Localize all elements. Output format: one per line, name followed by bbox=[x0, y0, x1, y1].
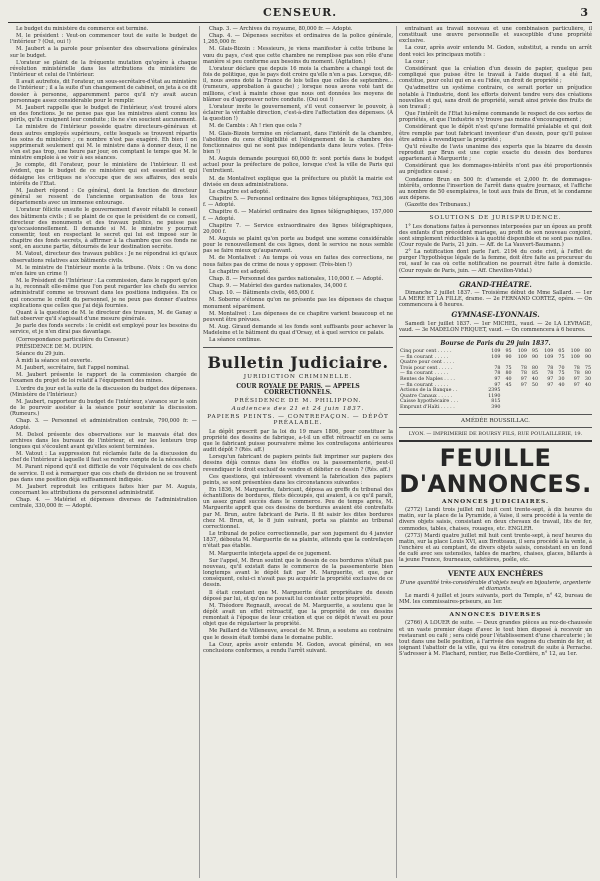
theatre-program: Dimanche 2 juillet 1837. — Troisième début de Mme Sallard. — 1er LA MERE ET LA FILLE, drame. — 2e FERNAND CORTEZ, opéra. — On commencera à 6 heures. bbox=[399, 289, 592, 309]
article-paragraph: Considérant que le dépôt n'est qu'une formalité préalable et qui doit être remplie par tout fabricant inventeur d'un dessin, pour qu'il puisse être admis à revendiquer la propriété ; bbox=[399, 124, 592, 143]
article-paragraph: M. Jaubert répond : Ce général, dont la fonction de directeur général se ressent de l'ancienne organisation de tous les départements avec un immense entourage. bbox=[10, 187, 197, 207]
bourse-value: 97 bbox=[573, 377, 580, 382]
diverses-title: ANNONCES DIVERSES bbox=[449, 612, 542, 619]
article-paragraph: M. Auguis demande pourquoi 60,000 fr. sont portés dans le budget actuel pour la préfecture de police, lorsque c'est la ville de Paris qui l'entretient. bbox=[203, 156, 393, 175]
article-paragraph: M. le Président de l'Intérieur : La commission, dans le rapport qu'on a lu, reconnaît elle-même que l'on peut regarder les chefs du service administratif comme se trouvant dans les positions indiquées. En ce qui concerne le crédit du personnel, je ne peux pas donner d'autres explications que celles que j'ai déjà fournies. bbox=[10, 278, 197, 309]
case-paragraph: M. Théodore Regnault, avocat de M. Marguerite, a soutenu que le dépôt avait un effet rétroactif, que la propriété de ces dessins remontait à l'époque de leur création et que ce dépôt n'avait eu pour objet que de régulariser la propriété. bbox=[203, 602, 393, 628]
feuille-title: FEUILLE D'ANNONCES. bbox=[399, 443, 592, 498]
bourse-value: 30 bbox=[558, 377, 565, 382]
section-rule bbox=[399, 427, 592, 428]
bourse-value: 97 bbox=[573, 382, 580, 388]
article-paragraph: M. Jaubert, secrétaire, fait l'appel nominal. bbox=[16, 365, 130, 372]
article-paragraph: M. Auguis se plaint qu'on porte au budget une somme considérable pour le renouvellement de ces lignes, dont le service ne nous semble pas se faire mieux qu'auparavant. bbox=[203, 236, 393, 255]
bourse-title: Bourse de Paris du 29 juin 1837. bbox=[440, 339, 551, 347]
bourse-value: 80 bbox=[584, 349, 591, 355]
section-rule bbox=[399, 336, 592, 337]
column-2 bbox=[203, 26, 393, 878]
bourse-value: 40 bbox=[531, 377, 539, 382]
case-paragraph: Me Paillard de Villeneuve, avocat de M. Brun, a soutenu au contraire que le dessin était tombé dans le domaine public. bbox=[203, 628, 393, 641]
bourse-row bbox=[399, 377, 592, 383]
imprimerie-line: LYON. — IMPRIMERIE DE BOURSY FILS, RUE POULAILLERIE, 19. bbox=[408, 430, 583, 437]
case-title: PAPIERS PEINTS. — CONTREFAÇON. — DÉPÔT PRÉALABLE. bbox=[207, 414, 389, 427]
bourse-row bbox=[399, 405, 592, 411]
article-paragraph: L'orateur déclare que depuis 16 mois la chambre a changé tout de fois de politique, que le pays doit croire qu'elle n'en a pas. Lorsque, dit-il, nous avons doté la France de lois telles que celles de septembre... (rumeurs, approbation à gauche) ; lorsque nous avons voté tant de millions, c'est à mainte chose que nous ont données les moyens de blâmer ou d'approuver notre conduite. (Oui oui !) bbox=[203, 65, 393, 103]
article-paragraph: M. Delsol présente des observations sur le mauvais état des archives dans les bureaux de l'intérieur, et sur les lenteurs trop longues qui s'écoulent avant qu'elles soient terminées. bbox=[10, 431, 197, 450]
bourse-value bbox=[528, 405, 539, 411]
bourse-value: 390 bbox=[491, 404, 501, 410]
page-number: 3 bbox=[580, 6, 588, 19]
article-paragraph: L'ordre du jour est la suite de la discussion du budget des dépenses. (Ministère de l'Intérieur.) bbox=[10, 385, 197, 398]
bourse-value: 78 bbox=[520, 371, 527, 377]
article-paragraph: L'orateur invite le gouvernement, s'il veut conserver le pouvoir, à éclairer la véritable direction, c'est-à-dire l'affectation des dépenses. (À la question !) bbox=[203, 103, 393, 123]
article-paragraph: (Gazette des Tribunaux.) bbox=[405, 202, 471, 209]
bourse-label: Rentes de Naples . . . . bbox=[400, 377, 455, 382]
article-paragraph: M. Jaubert a la parole pour présenter des observations générales sur le budget. bbox=[10, 46, 197, 59]
bourse-label: Cinq pour cent . . . . . bbox=[400, 349, 452, 355]
case-paragraph: Il était constant que M. Marguerite était propriétaire du dessin déposé par lui, et qu'on ne pouvait lui contester cette propriété. bbox=[203, 589, 393, 602]
jurisprudence-paragraph: 1° Les donations faites à personnes interposées par un époux au profit des enfants d'un précédent mariage, au profit de son nouveau conjoint, sont simplement réductibles à la quotité disponible et ne sont pas nulles. (Cour royale de Paris, 21 juin. — Aff. de La Vauvert-Baumann.) bbox=[399, 223, 592, 248]
article-paragraph: Séance du 29 juin. bbox=[16, 350, 65, 357]
case-paragraph: Le tribunal de police correctionnelle, par son jugement du 4 janvier 1837, débouta M. Marguerite de sa plainte, attendu que la contrefaçon n'était pas établie. bbox=[203, 531, 393, 550]
bourse-value: 50 bbox=[531, 382, 539, 388]
bourse-value: 95 bbox=[505, 349, 512, 355]
case-paragraph: Sur l'appel, M. Brun soutint que le dessin de ces bordures n'était pas nouveau, qu'il existait dans le commerce de la passementerie bien longtemps avant le dépôt fait par M. Marguerite, et que, par conséquent, celui-ci n'avait pas pu acquérir la propriété exclusive de ce dessin. bbox=[203, 557, 393, 589]
bourse-value: 109 bbox=[491, 354, 501, 360]
article-paragraph: Qu'admettre un système contraire, ce serait porter un préjudice notable à l'industrie, dont les efforts doivent tendre vers des créations nouvelles et qui, sans droit de propriété, serait ainsi privée des fruits de son travail ; bbox=[399, 85, 592, 110]
bourse-value: 75 bbox=[558, 354, 565, 360]
article-paragraph: La séance continue. bbox=[209, 337, 262, 344]
article-paragraph: PRÉSIDENCE DE M. DUPIN. bbox=[16, 343, 93, 350]
column-1-paragraphs bbox=[10, 26, 197, 510]
annonce-item: (2773) Mardi quatre juillet mil huit cent trente-sept, à neuf heures du matin, sur la place Louis XVI, aux Brotteaux, il sera procédé à la vente, à l'enchère et au comptant, de divers objets saisis, consistant en un fond de café avec ses ustensiles, tables de marbre, chaises, glaces, billards à la jeune France, fourneaux, cafetières, poêle, etc. bbox=[399, 532, 592, 564]
bourse-value: 109 bbox=[517, 354, 527, 360]
bourse-value: 109 bbox=[491, 349, 501, 355]
article-paragraph: Chap. 8. — Personnel des gardes nationales, 110,000 f. — Adopté. bbox=[209, 275, 384, 282]
bourse-value: 40 bbox=[558, 382, 565, 388]
bourse-value: 70 bbox=[558, 365, 565, 371]
article-paragraph: M. Aug. Giraud demande si les fonds sont suffisants pour achever la Madeleine et le bâtiment du quai d'Orsay, et à quel service ce palais. bbox=[203, 324, 393, 337]
bourse-label: Trois pour cent . . . . . bbox=[400, 365, 453, 371]
vente-text: D'une quantité très-considérable d'objets neufs en bijouterie, argenterie et diamants. bbox=[400, 579, 591, 592]
jurisprudence-paragraph: 2° La notification dont parle l'art. 2194 du code civil, à l'effet de purger l'hypothèque légale de la femme, doit être faite au procureur du roi, sauf le cas où cette notification ne pourrait être faite à domicile. (Cour royale de Paris, juin. — Aff. Chevillon-Vidal.) bbox=[399, 249, 592, 274]
bourse-value: 815 bbox=[491, 399, 501, 405]
article-paragraph: M. de Montalivet explique que la préfecture ou plutôt la mairie est divisée en deux administrations. bbox=[203, 175, 393, 188]
article-paragraph: M. Jaubert rappelle que le budget de l'intérieur, s'est trouvé alors en des fonctions. Je ne pense pas que les ministres aient connu les périls, qu'ils craignent leur conduite ; ils ne s'en soucient aucunement. bbox=[10, 104, 197, 124]
jurisprudence-paragraphs bbox=[399, 224, 592, 274]
article-paragraph: Considérant que la création d'un dessin de papier, quelque peu compliqué que puisse être le travail à l'aide duquel il a été fait, constitue, pour celui qui en a eu l'idée, un droit de propriété ; bbox=[399, 65, 592, 85]
bourse-value: 109 bbox=[544, 349, 554, 355]
bourse-value: 97 bbox=[494, 382, 501, 388]
article-paragraph: Chap. 10. — Bâtiments civils, 465,000 f. bbox=[209, 290, 315, 297]
bourse-value bbox=[501, 405, 512, 411]
bourse-value bbox=[513, 405, 528, 411]
bulletin-subtitle: JURIDICTION CRIMINELLE. bbox=[243, 373, 353, 380]
article-paragraph: L'orateur se plaint de la fréquente mutation qu'opère à chaque révolution ministérielle dans les attributions du ministère de l'intérieur et celui de l'intérieur. bbox=[10, 59, 197, 79]
article-paragraph: La cour ; bbox=[405, 58, 429, 65]
bourse-value: 78 bbox=[547, 365, 554, 371]
column-divider bbox=[199, 26, 200, 878]
article-paragraph: M. Glais-Bizoin termine en réclamant, dans l'intérêt de la chambre, l'abolition du cens d'éligibilité et l'éloignement de la chambre des fonctionnaires qui ne sont pas indépendants dans leurs votes. (Très-bien !) bbox=[203, 130, 393, 155]
bourse-value: 45 bbox=[505, 382, 512, 388]
section-rule bbox=[399, 414, 592, 415]
case-paragraph: M. Marguerite interjeta appel de ce jugement. bbox=[209, 550, 332, 557]
case-paragraph: Ces questions, qui intéressent vivement la fabrication des papiers peints, se sont présentées dans les circonstances suivantes : bbox=[203, 473, 393, 486]
annonce-item: (2772) Lundi trois juillet mil huit cent trente-sept, à dix heures du matin, sur la place de la Pyramide, à Vaise, il sera procédé à la vente de divers objets saisis, consistant en deux chevaux de travail, lits de fer, commodes, tables, chaises, rouages, etc. ENGLER. bbox=[399, 507, 592, 532]
bourse-value bbox=[566, 405, 581, 411]
article-paragraph: Considérant que les dommages-intérêts n'ont pas été proportionnés au préjudice causé ; bbox=[399, 163, 592, 176]
section-rule bbox=[399, 440, 592, 442]
article-paragraph: À midi la séance est ouverte. bbox=[16, 357, 93, 364]
bourse-value: 90 bbox=[505, 354, 512, 360]
court-presidence: PRÉSIDENCE DE M. PHILIPPON. bbox=[234, 397, 362, 404]
article-paragraph: Chap. 3. — Personnel et administration centrale, 790,000 fr. — Adopté. bbox=[10, 418, 197, 431]
bourse-value bbox=[554, 405, 565, 411]
article-paragraph: Je compte, dit l'orateur, pour le ministère de l'intérieur. Il est évident, que le budget de ce ministère qui est essentiel et qui dédaigne les critiques ne s'occupe que de ses affaires, des seuls intérêts de l'Etat. bbox=[10, 162, 197, 187]
article-paragraph: Quant à la question de M. le directeur des travaux, M. de Ganay a fait observer qu'il s'agissait d'une mesure générale. bbox=[10, 309, 197, 323]
bourse-label: Caisse hypothécaire . . . bbox=[400, 399, 459, 405]
article-paragraph: Chapitre 7. — Service extraordinaire des lignes télégraphiques, 20,000 f. bbox=[203, 222, 393, 235]
court-title: COUR ROYALE DE PARIS. — APPELS CORRECTIONNELS. bbox=[236, 382, 360, 396]
bourse-value: 78 bbox=[520, 365, 527, 371]
article-paragraph: Chap. 4. — Dépenses secrètes et ordinaires de la police générale, 1,265,000 fr. bbox=[203, 33, 393, 46]
bourse-value: 2395 bbox=[488, 388, 501, 394]
article-paragraph: La cour, après avoir entendu M. Godon, substitut, a rendu un arrêt dont voici les principaux motifs : bbox=[399, 45, 592, 58]
bourse-value: 05 bbox=[558, 349, 565, 355]
article-paragraph: Le budget du ministère du commerce est terminé. bbox=[16, 26, 149, 32]
bourse-value: 78 bbox=[573, 365, 580, 371]
bourse-value: 109 bbox=[517, 349, 527, 355]
bourse-value: 75 bbox=[584, 365, 591, 371]
column-3 bbox=[399, 26, 592, 878]
vente-title: VENTE AUX ENCHÈRES bbox=[447, 569, 543, 579]
article-paragraph: Le ministre de l'intérieur possède quatre directeurs-généraux et deux autres employés supérieurs, cette lesquels se trouvent répartis les soins du ministère ; ce nombre n'est pas exagéré. Eh bien ! on supprimerait seulement qui M. le ministre dans à donner deux, il ne s'en est pas trop, une heure par jour, on comptant le temps que M. le ministre emploie à se voir à ses séances. bbox=[10, 124, 197, 162]
article-paragraph: (Correspondance particulière du Censeur.) bbox=[16, 336, 129, 343]
case-paragraphs bbox=[203, 429, 393, 654]
bourse-label: Quatre Canaux . . . . . bbox=[400, 393, 452, 399]
article-paragraph: Que l'intérêt de l'Etat lui-même commande le respect de ces sortes de propriétés, et que l'industrie n'y trouve pas moins d'encouragement ; bbox=[399, 111, 592, 124]
article-paragraph: M. Soberne s'étonne qu'on ne présente pas les dépenses de chaque monument séparément. bbox=[203, 297, 393, 310]
article-paragraph: Chap. 9. — Matériel des gardes nationales, 34,000 f. bbox=[209, 283, 348, 290]
article-paragraph: M. le ministre de l'intérieur monte à la tribune. (Voix : On va donc m'en faire un crime !) bbox=[10, 264, 197, 277]
bourse-value: 97 bbox=[494, 377, 501, 382]
article-paragraph: M. Jaubert, rapporteur du budget de l'intérieur, s'avance sur le soin de le pourvoir assister à la séance pour soutenir la discussion. (Rumeurs.) bbox=[10, 398, 197, 418]
bourse-value: 80 bbox=[505, 371, 512, 377]
bourse-row bbox=[399, 349, 592, 355]
case-paragraph: En 1836, M. Marguerite, fabricant, déposa au greffe du tribunal des échantillons de bordures, filets découpés, qui avaient, à ce qu'il paraît, un assez grand succès dans le commerce. Peu de temps après, M. Marguerite apprit que ces dessins de bordures avaient été contrefaits par M. Brun, autre fabricant de Paris. Il fit saisir les dites bordures chez M. Brun, et, le 8 juin suivant, porta sa plainte au tribunal correctionnel. bbox=[203, 487, 393, 530]
bourse-value: 78 bbox=[494, 365, 501, 371]
bourse-value: 97 bbox=[520, 382, 527, 388]
page-header bbox=[0, 0, 600, 24]
theatre-title: GYMNASE-LYONNAIS. bbox=[451, 310, 540, 320]
vente-detail: Le mardi 4 juillet et jours suivants, port du Temple, n° 42, bureau de MM. les commissaires-priseurs, au 1er. bbox=[399, 592, 592, 606]
bourse-value: 1190 bbox=[488, 393, 501, 399]
article-paragraph: Chap. 4. — Matériel et dépenses diverses de l'administration centrale, 330,000 fr. — Adopté. bbox=[10, 497, 197, 510]
bourse-value bbox=[539, 405, 554, 411]
header-rule bbox=[8, 22, 592, 23]
article-paragraph: M. Jaubert présente le rapport de la commission chargée de l'examen du projet de loi relatif à l'équipement des mines. bbox=[10, 372, 197, 385]
article-paragraph: Chapitre 5. — Personnel ordinaire des lignes télégraphiques, 763,306 f. — Adopté. bbox=[203, 196, 393, 209]
theatre-program: Samedi 1er juillet 1837. — 1er MICHEL, vaud. — 2e LA LEVRAGE, vaud. — 3e MADELON FRIQUET, vaud. — On commencera à 6 heures. bbox=[399, 320, 592, 333]
annonces-list bbox=[399, 507, 592, 563]
column-2-paragraphs bbox=[203, 26, 393, 344]
bourse-value: 78 bbox=[573, 371, 580, 377]
bourse-table bbox=[399, 349, 592, 411]
article-paragraph: Qu'il résulte de l'avis unanime des experts que la bizarre du dessin reproduit par Brun est une copie exacte du dessin des bordures appartenant à Marguerite ; bbox=[399, 143, 592, 163]
bourse-value: 97 bbox=[547, 377, 554, 382]
bourse-value: 75 bbox=[558, 371, 565, 377]
article-paragraph: Le chapitre est adopté. bbox=[209, 268, 270, 275]
bourse-label: — fin courant . . . . . bbox=[400, 371, 449, 377]
section-rule bbox=[399, 566, 592, 567]
article-paragraph: M. Jaubert reproduit les critiques faites hier par M. Auguis, concernant les attributions du personnel administratif. bbox=[10, 483, 197, 497]
bourse-value: 75 bbox=[505, 365, 512, 371]
article-paragraph: Il avait autrefois, dit l'orateur, un sous-secrétaire-d'état au ministère de l'intérieur ; il a la suite d'un changement de cabinet, on jeta à ce dit dossier à personne, apparemment parce qu'il n'y avait aucun personnage assez considérable pour le remplir. bbox=[10, 79, 197, 104]
article-paragraph: M. Montalivet : Les dépenses de ce chapitre varient beaucoup et ne peuvent être prévues. bbox=[203, 310, 393, 323]
bourse-value: 80 bbox=[531, 365, 539, 371]
article-paragraph: Condamne Brun en 500 fr. d'amende et 2,000 fr. de dommages-intérêts, ordonne l'insertion de l'arrêt dans quatre journaux, et l'affiche au nombre de 50 exemplaires, le tout aux frais de Brun, et le condamne aux dépens. bbox=[399, 176, 592, 202]
article-paragraph: M. le président : Veut-on commencer tout de suite le budget de l'intérieur ? (Oui, oui !) bbox=[10, 33, 197, 46]
article-paragraph: M. Vatout, directeur des travaux publics : Je ne répondrai ici qu'aux observations relatives aux bâtiments civils. bbox=[10, 251, 197, 264]
bourse-label: Actions de la Banque . . bbox=[400, 388, 458, 394]
article-paragraph: Je parle des fonds secrets : le crédit est employé pour les besoins du service, et je n'en dirai pas davantage. bbox=[10, 323, 197, 336]
bourse-label: — fin courant . . . . . bbox=[400, 354, 449, 360]
bourse-value: 40 bbox=[584, 382, 591, 388]
article-paragraph: M. Vatout : La suppression fut réclamée faite de la discussion du chef de l'intérieur à laquelle il faut se rendre compte de la nécessité. bbox=[10, 451, 197, 464]
article-paragraph: Chapitre 6. — Matériel ordinaire des lignes télégraphiques, 157,000 f. — Adopté. bbox=[203, 209, 393, 222]
bourse-value: 109 bbox=[544, 354, 554, 360]
column-3-paragraphs bbox=[399, 26, 592, 208]
bourse-value: 97 bbox=[520, 377, 527, 382]
jurisprudence-title: SOLUTIONS DE JURISPRUDENCE. bbox=[429, 215, 562, 222]
annonces-subtitle: ANNONCES JUDICIAIRES. bbox=[442, 498, 549, 505]
section-rule bbox=[203, 347, 393, 348]
bourse-value: 90 bbox=[584, 354, 591, 360]
bourse-value: 109 bbox=[570, 349, 580, 355]
bourse-value bbox=[581, 405, 592, 411]
bourse-value: 97 bbox=[547, 382, 554, 388]
bulletin-title: Bulletin Judiciaire. bbox=[207, 352, 389, 372]
article-paragraph: M. Parant répond qu'il est difficile de voir l'équivalent de ces chefs de service. Il est à remarquer que ces chefs de division ne se trouvent pas dans une position déjà suffisamment indiquée. bbox=[10, 464, 197, 483]
article-paragraph: M. de Cambis : Ah ! rien que cela ? bbox=[209, 123, 302, 130]
court-dates: Audiences des 21 et 24 juin 1837. bbox=[231, 406, 365, 413]
column-1 bbox=[10, 26, 197, 878]
theatre-title: GRAND-THÉATRE. bbox=[459, 279, 532, 289]
bourse-value: 95 bbox=[531, 349, 539, 355]
bourse-value: 85 bbox=[531, 371, 539, 377]
bourse-value: 109 bbox=[570, 354, 580, 360]
bourse-value: 78 bbox=[494, 371, 501, 377]
article-paragraph: L'orateur félicite ensuite le gouvernement d'avoir rétabli le conseil des bâtiments civils ; il se plaint de ce que le président de ce conseil, directeur des monuments et des travaux publics, ne puisse pas qu'occasionnellement. Il demande si M. le ministre y pourrait consentir, tout en respectant le secret qui lui est imposé sur le chapitre des fonds secrets, à affirmer à la chambre que ces fonds ne sont, en aucune partie, détournés de leur destination secrète. bbox=[10, 207, 197, 251]
masthead: CENSEUR. bbox=[262, 6, 338, 19]
article-paragraph: M. Glais-Bizoin : Messieurs, je viens manifester à cette tribune le vœu du pays, c'est que cette chambre ne remplisse pas son rôle d'une manière si peu conforme aux besoins du moment. (Agitation.) bbox=[203, 46, 393, 65]
bourse-value: 80 bbox=[584, 371, 591, 377]
case-paragraph: Lorsqu'un fabricant de papiers peints fait imprimer sur papiers des dessins déjà connus dans les étoffes ou la passementerie, peut-il revendiquer le droit exclusif de vendre et débiter ce dessin ? (Rés. aff.) bbox=[203, 454, 393, 473]
article-paragraph: Le chapitre est adopté. bbox=[209, 188, 270, 195]
bourse-value: 78 bbox=[547, 371, 554, 377]
article-paragraph: Chap. 3. — Archives du royaume, 80,000 fr. — Adopté. bbox=[209, 26, 353, 32]
case-paragraph: La Cour, après avoir entendu M. Godon, avocat général, en ses conclusions conformes, a rendu l'arrêt suivant. bbox=[203, 641, 393, 654]
gerant-name: AMÉDÉE ROUSSILLAC. bbox=[461, 417, 530, 424]
bourse-label: Quatre pour cent . . . . bbox=[400, 360, 455, 366]
article-paragraph: M. de Montalivet : Au temps où vous en faites des corrections, ne nous faites pas de crime de nous y opposer. (Très-bien !) bbox=[203, 255, 393, 268]
bourse-label: — fin courant . . . . . bbox=[400, 382, 449, 388]
bourse-value: 40 bbox=[505, 377, 512, 382]
section-rule bbox=[399, 608, 592, 609]
bourse-value: 90 bbox=[531, 354, 539, 360]
bourse-value: 30 bbox=[584, 377, 591, 382]
section-rule bbox=[399, 277, 592, 278]
case-paragraph: Le dépôt prescrit par la loi du 19 mars 1806, pour constituer la propriété des dessins de fabrique, a-t-il un effet rétroactif en ce sens que le fabricant puisse poursuivre même les contrefaçons antérieures audit dépôt ? (Rés. aff.) bbox=[203, 428, 393, 454]
bourse-label: Emprunt d'Haïti . . . . . bbox=[400, 404, 455, 410]
column-divider bbox=[396, 26, 397, 878]
diverses-text: (2766) A LOUER de suite. — Deux grandes pièces au rez-de-chaussée et un vaste premier étage d'avec le tout bien disposé à recevoir un restaurant ou café ; sera cédé pour l'établissement d'une charcuterie ; le tout dans une belle position, à l'arrivée des wagons du chemin de fer, et joignant l'abattoir de la ville, qui va être construit de suite à Perrache. S'adresser à M. Flachard, rentier, rue Belle-Cordière, n° 12, au 1er. bbox=[399, 620, 592, 658]
section-rule bbox=[399, 211, 592, 212]
article-paragraph: entraînant au travail nouveau et une combinaison particulière, il constituait une œuvre personnelle et susceptible d'une propriété exclusive. bbox=[399, 26, 592, 45]
